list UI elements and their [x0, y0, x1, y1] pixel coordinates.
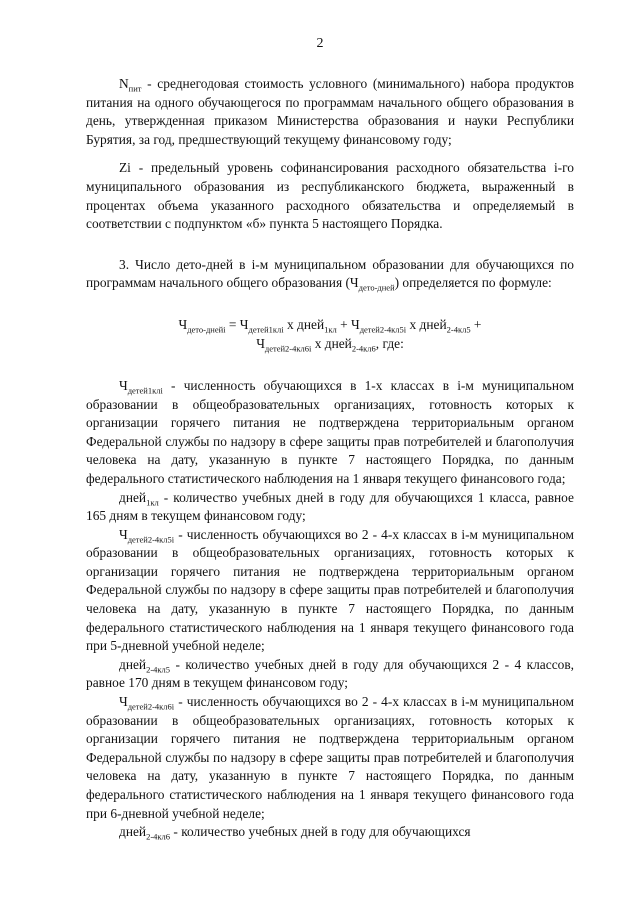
document-body — [86, 75, 574, 842]
paragraph-zi: Zi - предельный уровень софинансирования расходного обязательства i-го муниципального образования из республиканского бюджета, выраженный в процентах объема указанного расходного обязательства и определяемый в соответствии с подпунктом «б» пункта 5 настоящего Порядка. — [86, 160, 574, 232]
formula-subscript: детей2-4кл6i — [264, 343, 312, 354]
formula-text: х дней — [406, 316, 447, 332]
paragraph-item-3: 3. Число дето-дней в i-м муниципальном образовании для обучающихся по программам начального общего образования $(Ч_{дето-дней})$ определяется по формуле: — [86, 256, 574, 294]
paragraph-days-2-4kl5: дней$_{2-4кл5}$ - количество учебных дней в году для обучающихся 2 - 4 классов, равное 170 дням в текущем финансовом году; — [86, 656, 574, 691]
formula-text: х дней — [283, 316, 325, 332]
formula-subscript: 1кл — [324, 324, 337, 335]
formula-text: х дней — [311, 335, 352, 351]
formula-subscript: 2-4кл5 — [446, 324, 471, 335]
formula-text: = Ч — [225, 316, 249, 332]
formula-text: + Ч — [336, 316, 360, 332]
formula-subscript: дето-днейi — [187, 324, 226, 335]
formula-text: + — [470, 316, 482, 332]
paragraph-days-2-4kl6: дней$_{2-4кл6}$ - количество учебных дней в году для обучающихся — [119, 824, 471, 842]
formula — [86, 315, 574, 353]
paragraph-ch-1kl: $Ч_{детей1клi}$ - численность обучающихся в 1-х классах в i-м муниципальном образовании в общеобразовательных организациях, готовность которых к организации горячего питания не подтверждена территориальным органом Федеральной службы по надзору в сфере защиты прав потребителей и благополучия человека на дату, указанную в пункте 7 настоящего Порядка, по данным федерального статистического наблюдения на 1 января текущего финансового года; — [86, 377, 574, 486]
formula-line-2 — [86, 334, 574, 353]
page-number: 2 — [316, 36, 324, 51]
formula-text: , где: — [375, 335, 404, 351]
formula-subscript: детей1клi — [248, 324, 284, 335]
paragraph-days-1kl: дней$_{1кл}$ - количество учебных дней в году для обучающихся 1 класса, равное 165 дням в текущем финансовом году; — [86, 489, 574, 524]
formula-line-1 — [86, 315, 574, 334]
paragraph-ch-2-4kl5: $Ч_{детей2-4кл5i}$ - численность обучающихся во 2 - 4-х классах в i-м муниципальном образовании в общеобразовательных организациях, готовность которых к организации горячего питания не подтверждена территориальным органом Федеральной службы по надзору в сфере защиты прав потребителей и благополучия человека на дату, указанную в пункте 7 настоящего Порядка, по данным федерального статистического наблюдения на 1 января текущего финансового года при 5-дневной учебной неделе; — [86, 526, 574, 654]
paragraph-ch-2-4kl6: $Ч_{детей2-4кл6i}$ - численность обучающихся во 2 - 4-х классах в i-м муниципальном образовании в общеобразовательных организациях, готовность которых к организации горячего питания не подтверждена территориальным органом Федеральной службы по надзору в сфере защиты прав потребителей и благополучия человека на дату, указанную в пункте 7 настоящего Порядка, по данным федерального статистического наблюдения на 1 января текущего финансового года при 6-дневной учебной неделе; — [86, 694, 574, 821]
paragraph-n-pit: $N_{пит}$ - среднегодовая стоимость условного (минимального) набора продуктов питания на одного обучающегося по программам начального общего образования в день, утвержденная приказом Министерства образования и науки Республики Бурятия, за год, предшествующий текущему финансовому году; — [86, 76, 574, 147]
formula-subscript: детей2-4кл5i — [359, 324, 407, 335]
formula-subscript: 2-4кл6 — [351, 343, 376, 354]
formula-text: Ч — [178, 316, 188, 332]
formula-text: Ч — [256, 335, 265, 351]
